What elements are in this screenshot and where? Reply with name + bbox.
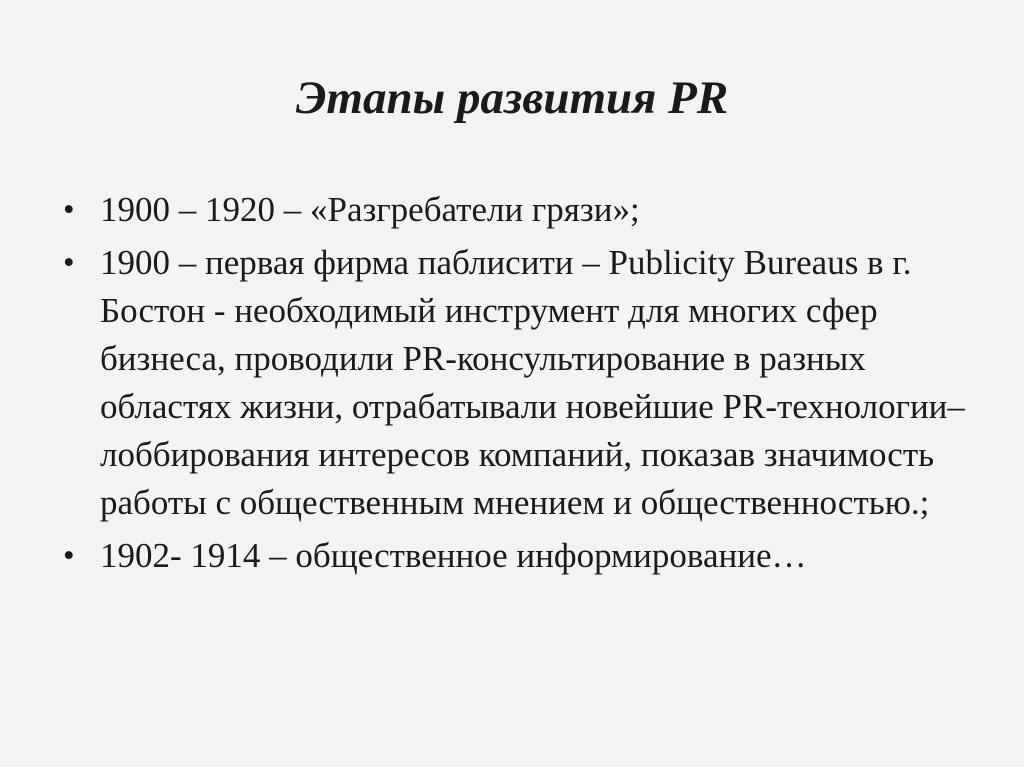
bullet-icon: • [63,538,75,574]
list-item-text: 1900 – 1920 – «Разгребатели грязи»; [100,190,640,229]
bullet-icon: • [63,245,75,281]
list-item [63,239,983,527]
bullet-icon: • [63,192,75,228]
list-item-text: 1902- 1914 – общественное информирование… [100,536,807,575]
list-item [63,532,983,580]
slide-title: Этапы развития PR [295,72,729,124]
bullet-list [63,186,983,585]
list-item [63,186,983,234]
list-item-text: 1900 – первая фирма паблисити – Publicity Bureaus в г. Бостон - необходимый инструмент для многих сфер бизнеса, проводили PR-консультирование в разных областях жизни, отрабатывали новейшие PR-технологии– лоббирования интересов компаний, показав значимость работы с общественным мнением и общественностью.; [100,243,965,522]
